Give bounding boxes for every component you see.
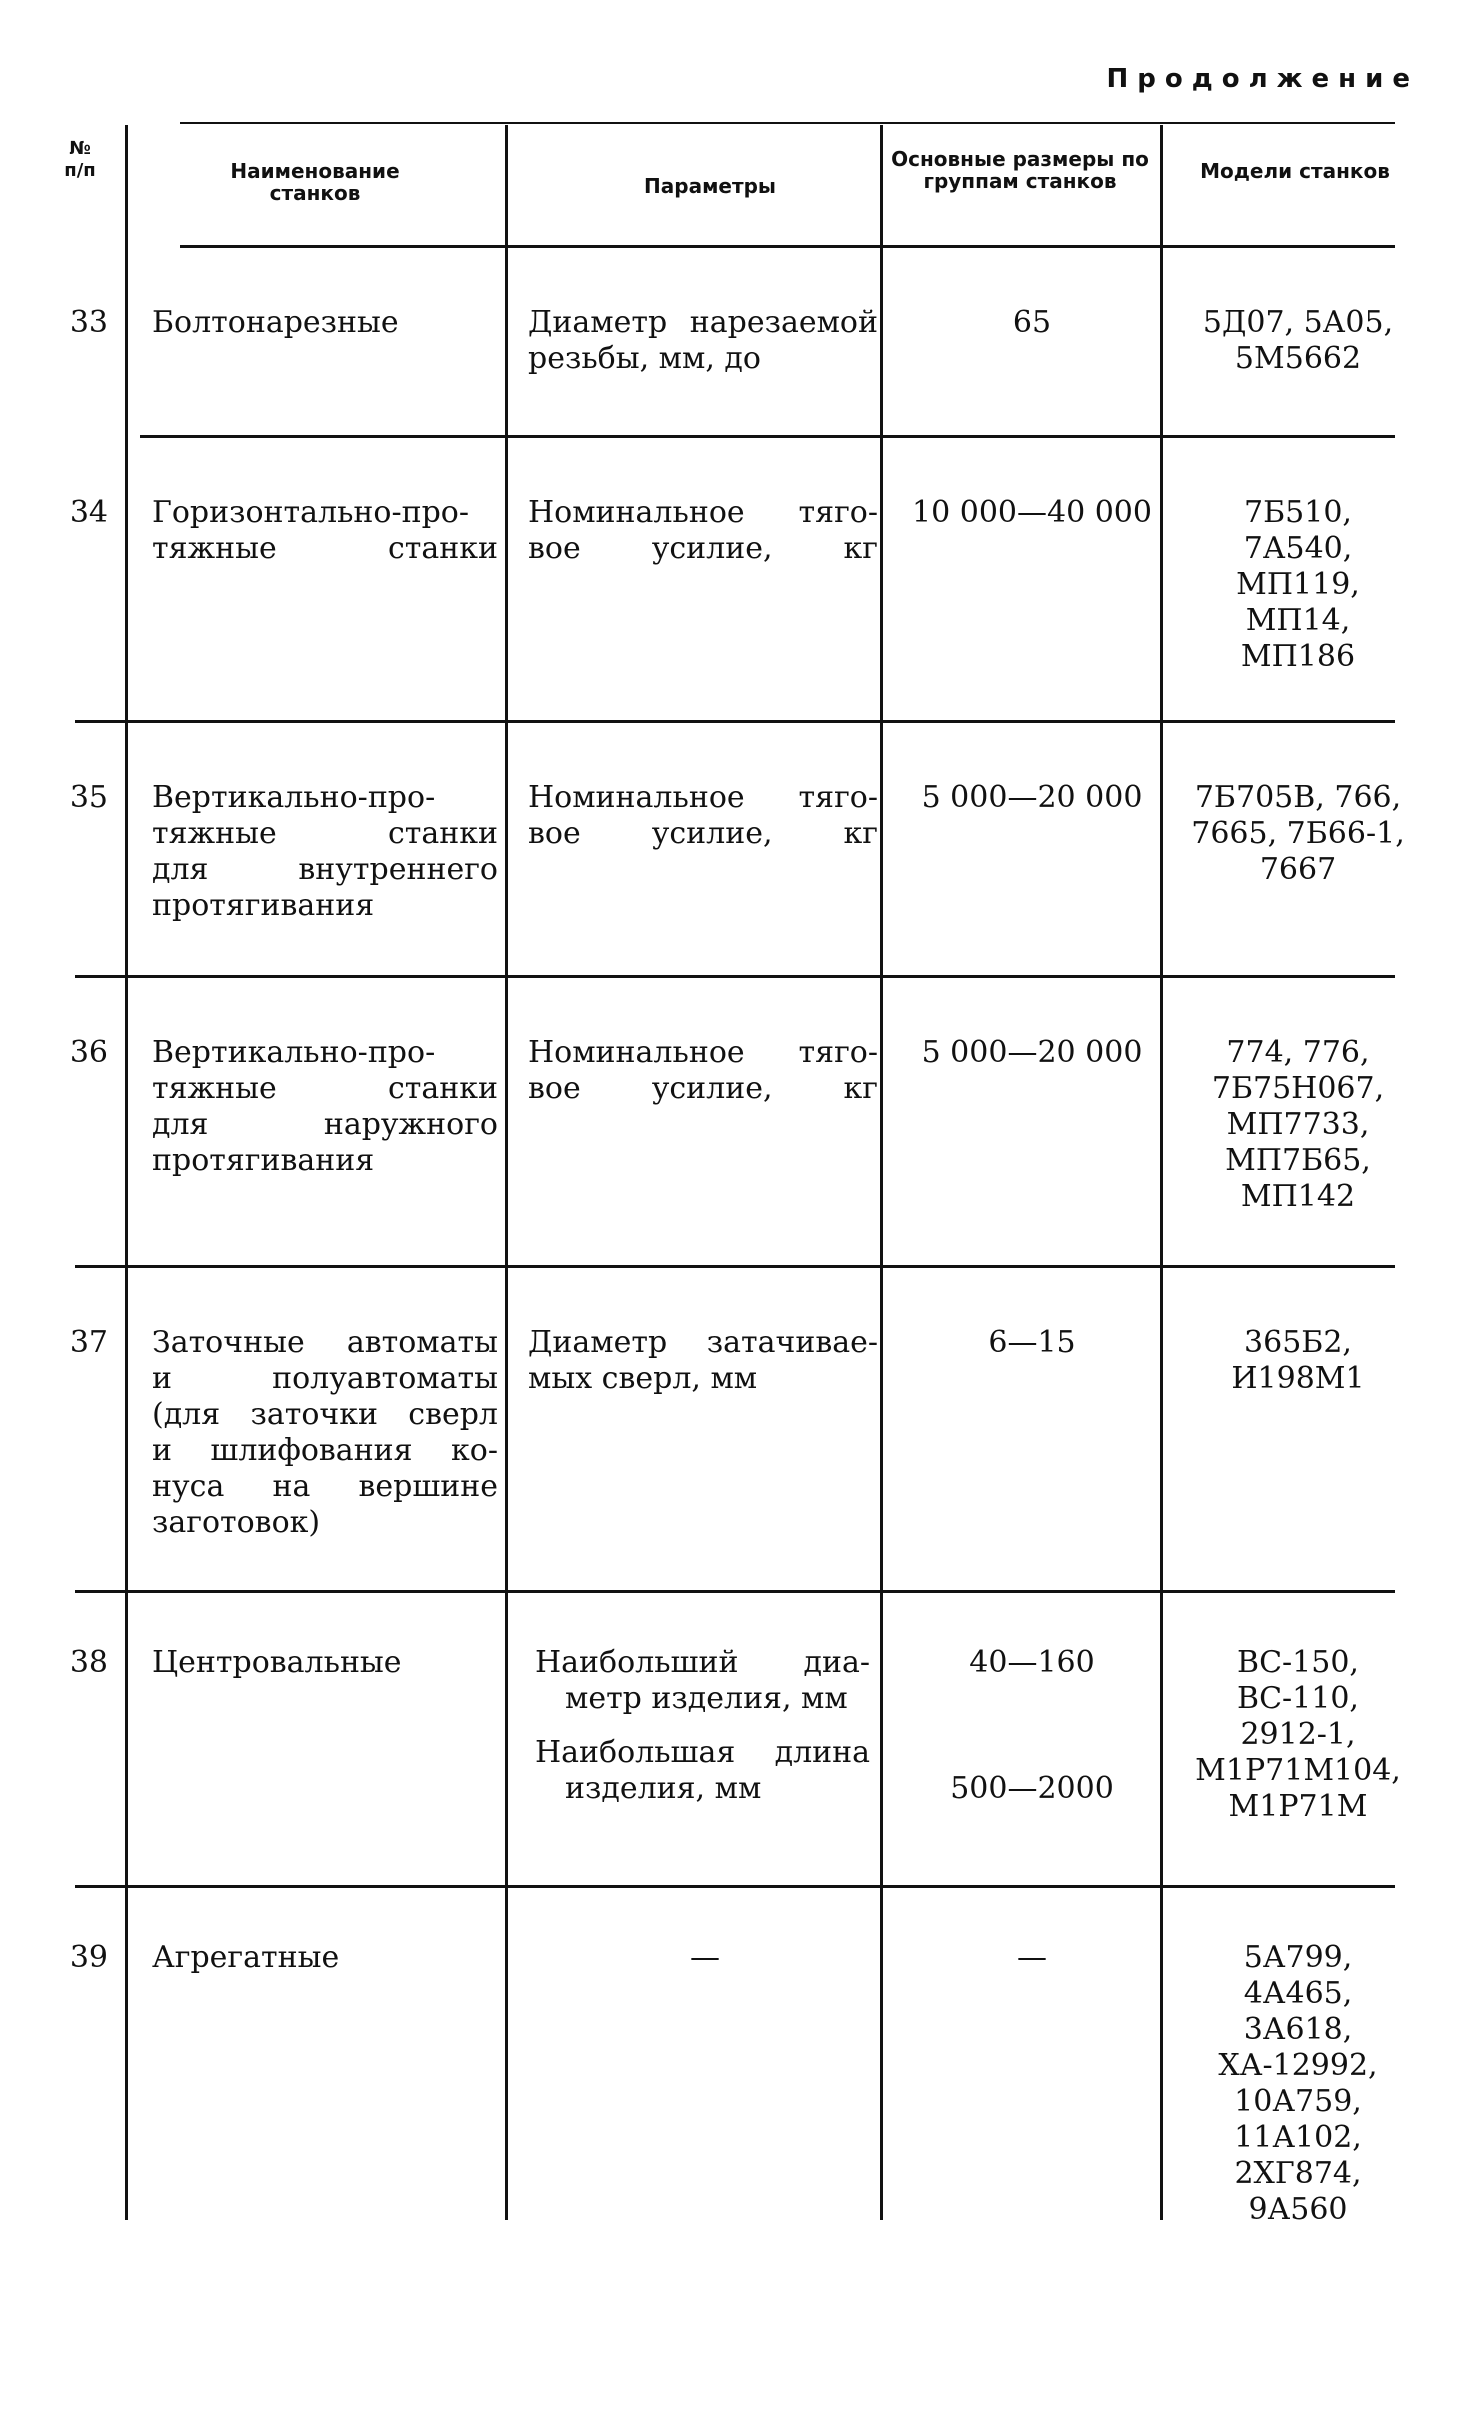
param-line: мых сверл, мм	[528, 1361, 758, 1396]
size-value: 500—2000	[950, 1771, 1114, 1806]
name-line: и полуавтоматы	[152, 1361, 498, 1396]
name-line: протягивания	[152, 1143, 375, 1178]
size-value: 6—15	[988, 1325, 1076, 1360]
name-line: заготовок)	[152, 1505, 321, 1540]
name-line: Болтонарезные	[152, 305, 399, 340]
row-divider	[75, 1885, 1395, 1888]
model-line: МП14,	[1245, 603, 1351, 638]
row-number: 33	[69, 305, 108, 340]
model-line: М1Р71М104,	[1195, 1753, 1401, 1788]
row-divider	[180, 245, 1395, 248]
row-number: 38	[69, 1645, 108, 1680]
row-divider	[140, 435, 1395, 438]
model-line: 365Б2,	[1244, 1325, 1352, 1360]
model-line: 10А759,	[1234, 2084, 1362, 2119]
model-line: МП142	[1240, 1179, 1356, 1214]
machine-models	[1168, 1325, 1428, 1397]
parameters	[528, 1035, 878, 1107]
machine-name	[152, 780, 498, 924]
machine-name	[152, 1325, 498, 1541]
model-line: 7667	[1259, 852, 1337, 887]
model-line: МП7733,	[1226, 1107, 1370, 1142]
model-line: ВС-110,	[1237, 1681, 1359, 1716]
size-value: 65	[1012, 305, 1052, 340]
column-divider	[505, 125, 508, 2220]
name-line: протягивания	[152, 888, 375, 923]
size-value: 5 000—20 000	[921, 1035, 1143, 1070]
size-value: 40—160	[969, 1645, 1095, 1680]
name-line: тяжные станки	[152, 1071, 498, 1106]
row-number: 39	[69, 1940, 108, 1975]
param-line: Диаметр нарезаемой	[528, 305, 878, 340]
model-line: 2912-1,	[1240, 1717, 1356, 1752]
model-line: ХА-12992,	[1218, 2048, 1378, 2083]
param-line: метр изделия, мм	[565, 1681, 848, 1716]
parameters	[528, 780, 878, 852]
model-line: 7Б705В, 766,	[1194, 780, 1402, 815]
param-line: резьбы, мм, до	[528, 341, 761, 376]
name-line: Вертикально-про-	[152, 780, 436, 815]
parameters	[560, 1940, 850, 1976]
row-number: 34	[69, 495, 108, 530]
param-line: Наибольший диа-	[535, 1645, 870, 1680]
param-line: Диаметр затачивае-	[528, 1325, 878, 1360]
param-line: Номинальное тяго-	[528, 780, 878, 815]
machine-models	[1168, 1940, 1428, 2228]
model-line: 3А618,	[1243, 2012, 1353, 2047]
machine-name	[152, 495, 498, 567]
model-line: М1Р71М	[1228, 1789, 1368, 1824]
name-line: и шлифования ко-	[152, 1433, 498, 1468]
model-line: 9А560	[1248, 2192, 1348, 2227]
name-line: для внутреннего	[152, 852, 498, 887]
model-line: 7А540,	[1243, 531, 1353, 566]
header-index: № п/п	[64, 138, 96, 181]
param-line: Номинальное тяго-	[528, 1035, 878, 1070]
param-line: вое усилие, кг	[528, 816, 878, 851]
name-line: тяжные станки	[152, 531, 498, 566]
name-line: Горизонтально-про-	[152, 495, 470, 530]
machine-name	[152, 1940, 498, 1976]
header-name: Наименование станков	[230, 159, 400, 205]
machine-models	[1168, 780, 1428, 888]
machine-models	[1168, 495, 1428, 675]
main-sizes	[892, 1325, 1172, 1361]
name-line: нуса на вершине	[152, 1469, 498, 1504]
parameters	[535, 1645, 870, 1807]
name-line: тяжные станки	[152, 816, 498, 851]
row-divider	[75, 1590, 1395, 1593]
column-divider	[1160, 125, 1163, 2220]
column-divider	[880, 125, 883, 2220]
size-value: 5 000—20 000	[921, 780, 1143, 815]
model-line: МП186	[1240, 639, 1356, 674]
model-line: ВС-150,	[1237, 1645, 1359, 1680]
model-line: 2ХГ874,	[1234, 2156, 1362, 2191]
header-sizes: Основные размеры по группам станков	[891, 147, 1149, 193]
name-line: Агрегатные	[152, 1940, 340, 1975]
model-line: 7665, 7Б66-1,	[1191, 816, 1405, 851]
header-params: Параметры	[644, 174, 776, 198]
model-line: 5А799,	[1243, 1940, 1353, 1975]
model-line: 7Б75Н067,	[1211, 1071, 1385, 1106]
param-line: вое усилие, кг	[528, 1071, 878, 1106]
model-line: 774, 776,	[1226, 1035, 1370, 1070]
machine-models	[1168, 1645, 1428, 1825]
row-divider	[75, 1265, 1395, 1268]
model-line: 11А102,	[1234, 2120, 1362, 2155]
param-line: Номинальное тяго-	[528, 495, 878, 530]
machine-name	[152, 305, 498, 341]
model-line: 7Б510,	[1244, 495, 1352, 530]
parameters	[528, 1325, 878, 1397]
main-sizes	[892, 305, 1172, 341]
parameters	[528, 305, 878, 377]
row-number: 37	[69, 1325, 108, 1360]
name-line: для наружного	[152, 1107, 498, 1142]
main-sizes	[892, 1645, 1172, 1807]
continued-label: Продолжение	[1106, 64, 1419, 94]
row-number: 36	[69, 1035, 108, 1070]
column-divider	[125, 125, 128, 2220]
name-line: Вертикально-про-	[152, 1035, 436, 1070]
row-divider	[75, 975, 1395, 978]
main-sizes	[892, 1940, 1172, 1976]
model-line: И198М1	[1231, 1361, 1365, 1396]
machine-name	[152, 1035, 498, 1179]
size-value: —	[1017, 1940, 1047, 1975]
main-sizes	[892, 495, 1172, 531]
model-line: МП7Б65,	[1225, 1143, 1371, 1178]
main-sizes	[892, 1035, 1172, 1071]
model-line: МП119,	[1236, 567, 1360, 602]
machine-name	[152, 1645, 498, 1681]
model-line: 5М5662	[1234, 341, 1362, 376]
param-line: изделия, мм	[565, 1771, 762, 1806]
param-line: —	[690, 1940, 720, 1975]
name-line: Центровальные	[152, 1645, 402, 1680]
machine-models	[1168, 1035, 1428, 1215]
name-line: Заточные автоматы	[152, 1325, 498, 1360]
machine-models	[1168, 305, 1428, 377]
name-line: (для заточки сверл	[152, 1397, 498, 1432]
parameters	[528, 495, 878, 567]
param-line: Наибольшая длина	[535, 1735, 870, 1770]
param-line: вое усилие, кг	[528, 531, 878, 566]
row-divider	[75, 720, 1395, 723]
row-number: 35	[69, 780, 108, 815]
size-value: 10 000—40 000	[912, 495, 1152, 530]
model-line: 5Д07, 5А05,	[1202, 305, 1394, 340]
model-line: 4А465,	[1243, 1976, 1353, 2011]
main-sizes	[892, 780, 1172, 816]
header-models: Модели станков	[1200, 159, 1390, 183]
row-divider	[180, 122, 1395, 124]
